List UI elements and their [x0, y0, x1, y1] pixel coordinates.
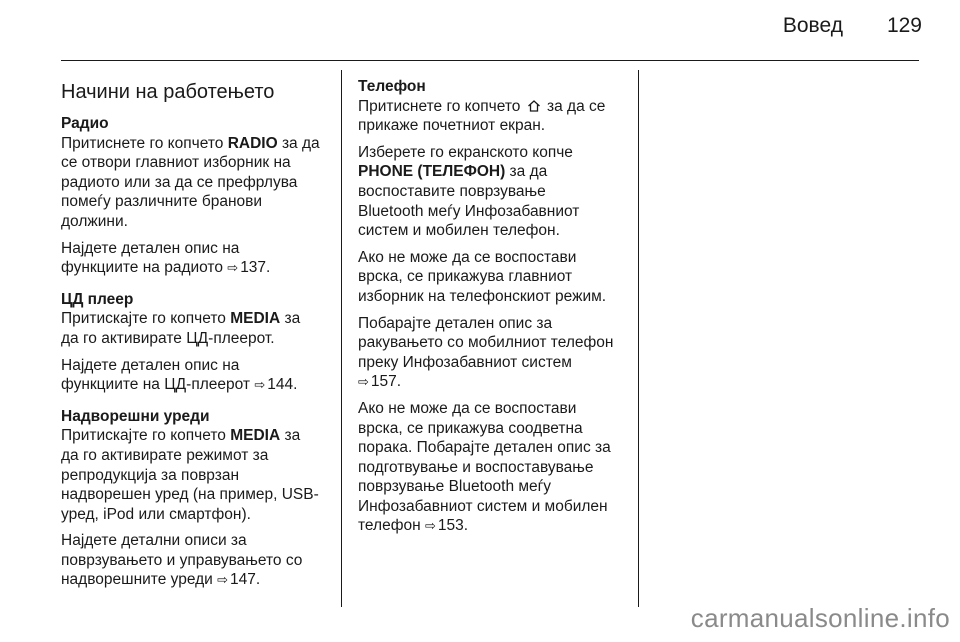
page-reference-arrow-icon: ⇨: [217, 572, 229, 588]
phone-page-ref-153[interactable]: 153.: [437, 517, 469, 535]
column-divider-1: [341, 70, 342, 607]
phone-p5-text: Ако не може да се воспостави врска, се прикажува соодветна порака. Побарајте детален опис за подготвување и воспоставување поврзување Bluetooth меѓу Инфозабавниот систем и мобилен телефон: [358, 399, 611, 535]
external-page-ref[interactable]: 147.: [230, 571, 261, 589]
phone-text-post: за да се прикаже почетниот екран.: [358, 97, 606, 135]
radio-page-ref[interactable]: 137.: [240, 259, 271, 277]
cd-key-label: MEDIA: [230, 310, 281, 328]
external-key-label: MEDIA: [230, 427, 281, 445]
external-paragraph-1: [61, 426, 333, 524]
cd-section: [61, 290, 333, 395]
phone-p2-post: за да воспоставите поврзување Bluetooth меѓу Инфозабавниот систем и мобилен телефон.: [358, 163, 580, 240]
radio-section: [61, 114, 333, 278]
section-title: Начини на работењето: [61, 81, 275, 103]
radio-heading: Радио: [61, 115, 109, 132]
phone-paragraph-5: [358, 399, 628, 536]
phone-paragraph-2: [358, 143, 628, 241]
external-section: [61, 407, 333, 590]
cd-page-ref[interactable]: 144.: [267, 376, 298, 394]
page-reference-arrow-icon: ⇨: [424, 518, 436, 534]
radio-text-post: за да се отвори главниот изборник на радиото или за да се префрлува помеѓу различните бранови должини.: [61, 134, 320, 230]
column-divider-2: [638, 70, 639, 607]
header-title: Вовед: [782, 14, 843, 37]
page-number: 129: [886, 14, 922, 37]
cd-heading: ЦД плеер: [61, 290, 134, 308]
cd-text-post: за да го активирате ЦД-плеерот.: [61, 310, 301, 347]
radio-paragraph-1: [61, 134, 333, 232]
watermark: carmanualsonline.info: [690, 603, 950, 633]
cd-text: Притискајте го копчето: [61, 310, 231, 328]
external-text-post: за да го активирате режимот за репродукција за поврзан надворешен уред (на пример, USB- уред, iPod или смартфон).: [61, 427, 319, 523]
page-reference-arrow-icon: ⇨: [227, 260, 239, 276]
page-reference-arrow-icon: ⇨: [254, 377, 266, 393]
phone-heading: Телефон: [358, 78, 426, 95]
external-paragraph-2: [61, 531, 333, 590]
phone-page-ref-157[interactable]: 157.: [370, 373, 402, 391]
phone-p2-text: Изберете го екранското копче: [358, 143, 573, 161]
page-reference-arrow-icon: ⇨: [358, 374, 369, 390]
column-left: [61, 72, 333, 602]
header-rule: [61, 60, 919, 61]
radio-key-label: RADIO: [227, 134, 278, 152]
radio-paragraph-2: [61, 239, 333, 278]
external-ref-text: Најдете детални описи за поврзувањето и управувањето со надворешните уреди: [61, 532, 303, 589]
cd-ref-text: Најдете детален опис на функциите на ЦД-плеерот: [61, 356, 251, 394]
column-middle: [358, 77, 628, 543]
cd-paragraph-1: [61, 309, 333, 348]
phone-key-label: PHONE (ТЕЛЕФОН): [358, 163, 506, 181]
phone-paragraph-1: [358, 97, 628, 136]
external-heading: Надворешни уреди: [61, 407, 210, 425]
phone-paragraph-4: [358, 314, 628, 392]
radio-ref-text: Најдете детален опис на функциите на радиото: [61, 239, 240, 277]
phone-text: Притиснете го копчето: [358, 97, 525, 115]
external-text: Притискајте го копчето: [61, 427, 231, 445]
radio-text: Притиснете го копчето: [61, 134, 228, 152]
phone-p4-text: Побарајте детален опис за ракувањето со мобилниот телефон преку Инфозабавниот систем: [358, 314, 614, 371]
home-icon: [527, 99, 541, 113]
cd-paragraph-2: [61, 356, 333, 395]
phone-paragraph-3: Ако не може да се воспостави врска, се прикажува главниот изборник на телефонскиот режим.: [358, 248, 607, 305]
page-header: [783, 14, 922, 54]
